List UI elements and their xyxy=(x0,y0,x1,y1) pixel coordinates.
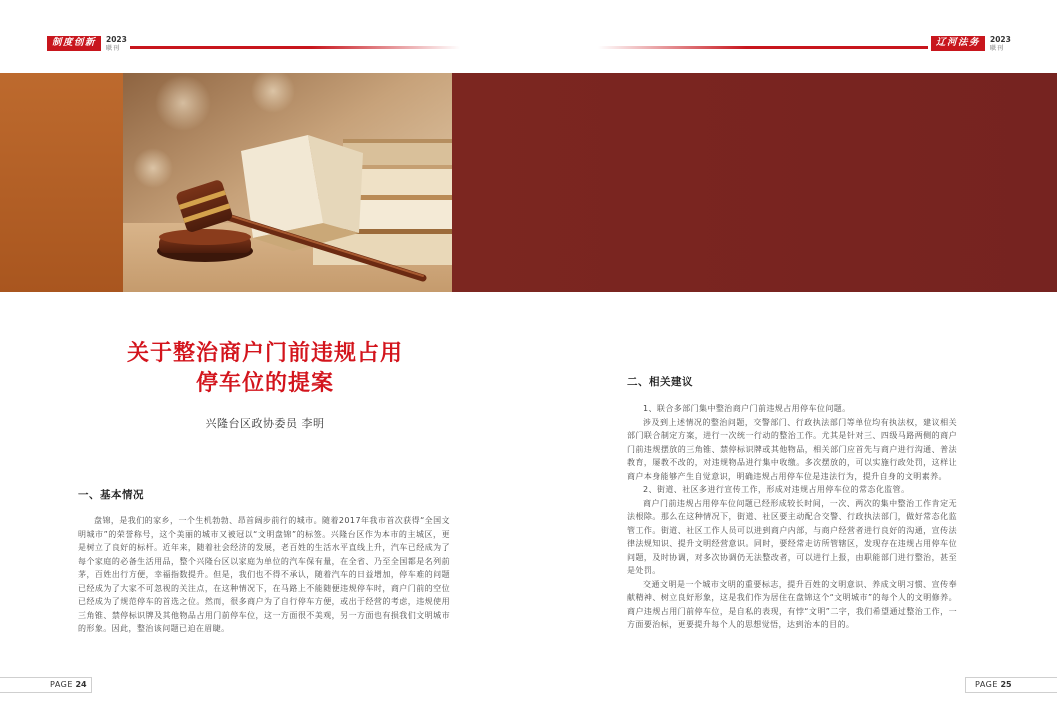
right-issue-sub: 联刊 xyxy=(990,45,1005,52)
section1-body xyxy=(78,514,450,636)
section2-paragraph: 交通文明是一个城市文明的重要标志，提升百姓的文明意识、养成文明习惯、宣传奉献精神、树立良好形象，这是我们作为居住在盘锦这个“文明城市”的每个人的文明修养。商户违规占用门前停车位，是自私的表现，有悖“文明”二字，我们希望通过整治工作，一方面要治标，更要提升每个人的思想觉悟，达到治本的目的。 xyxy=(627,579,957,629)
page-label: PAGE xyxy=(975,680,998,689)
right-page-number-box xyxy=(965,677,1057,693)
hero-orange-block xyxy=(0,73,123,292)
left-column-tag: 制度创新 xyxy=(47,36,101,51)
section2-paragraph: 商户门前违规占用停车位问题已经形成较长时间，一次、两次的集中整治工作肯定无法根除。那么在这种情况下，街道、社区要主动配合交警、行政执法部门，做好常态化监管工作。街道、社区工作人员可以进到商户内部，与商户经营者进行良好的沟通，宣传法律法规知识、提升文明经营意识。同时，要经常走访所管辖区，发现存在违规占用停车位问题，及时协调，对多次协调仍无法整改者，可以进行上报，由职能部门进行整治，甚至是处罚。 xyxy=(627,498,957,575)
section2-heading: 二、相关建议 xyxy=(627,376,693,388)
gavel-and-books-illustration xyxy=(123,73,452,292)
section2-paragraph: 1、联合多部门集中整治商户门前违规占用停车位问题。 xyxy=(643,404,851,413)
article-title-line2: 停车位的提案 xyxy=(195,371,334,396)
left-issue-year: 2023 xyxy=(106,35,127,44)
right-header-rule xyxy=(598,46,928,49)
right-issue-year: 2023 xyxy=(990,35,1011,44)
article-title-line1: 关于整治商户门前违规占用 xyxy=(126,341,403,366)
page-number: 25 xyxy=(1000,680,1012,689)
left-issue-sub: 联刊 xyxy=(106,45,121,52)
section1-paragraph: 盘锦，是我们的家乡，一个生机勃勃、昂首阔步前行的城市。随着2017年我市首次获得“全国文明城市”的荣誉称号，这个美丽的城市又被冠以“文明盘锦”的标签。兴隆台区作为本市的主城区，更是树立了良好的标杆。近年来，随着社会经济的发展，老百姓的生活水平直线上升，汽车已经成为了每个家庭的必备生活用品，整个兴隆台区以家庭为单位的汽车保有量，在全省、乃至全国都是名列前茅，百姓出行方便，幸福指数提升。但是，我们也不得不承认，随着汽车的日益增加，停车难的问题已经成为了大家不可忽视的关注点，在这种情况下，在马路上不能随便违规停车时，商户门前的空位已经成为了规范停车的首选之位。然而，很多商户为了自行停车方便，或出于经营的考虑，违规使用三角锥、禁停标识牌及其他物品占用门前停车位，这一方面很不美观，另一方面也有损我们文明城市的形象。因此，整治该问题已迫在眉睫。 xyxy=(78,516,450,633)
bokeh-light xyxy=(133,148,173,188)
section1-heading: 一、基本情况 xyxy=(78,489,144,501)
article-author: 兴隆台区政协委员 李明 xyxy=(205,417,325,430)
hero-dark-red-block xyxy=(452,73,1057,292)
right-column-tag: 辽河法务 xyxy=(931,36,985,51)
section2-paragraph: 涉及到上述情况的整治问题，交警部门、行政执法部门等单位均有执法权，建议相关部门联合制定方案，进行一次统一行动的整治工作。尤其是针对三、四级马路两侧的商户门前违规摆放的三角锥、禁停标识牌或其他物品，相关部门应首先与商户进行沟通、普法教育，屡教不改的，对违规物品进行集中收缴。多次摆放的，可以实施行政处罚，这样让商户本身能够产生自觉意识，明确违规占用停车位是违法行为，提升自身的文明素养。 xyxy=(627,417,957,481)
page-label: PAGE xyxy=(50,680,73,689)
section2-body xyxy=(627,402,957,632)
section2-paragraph: 2、街道、社区多进行宣传工作，形成对违规占用停车位的常态化监管。 xyxy=(643,485,910,494)
bokeh-light xyxy=(155,75,211,131)
page-number: 24 xyxy=(75,680,87,689)
left-page-number-box xyxy=(0,677,92,693)
open-book xyxy=(241,135,363,251)
sound-block-top xyxy=(159,229,251,245)
left-header-rule xyxy=(130,46,460,49)
hero-photo xyxy=(123,73,452,292)
